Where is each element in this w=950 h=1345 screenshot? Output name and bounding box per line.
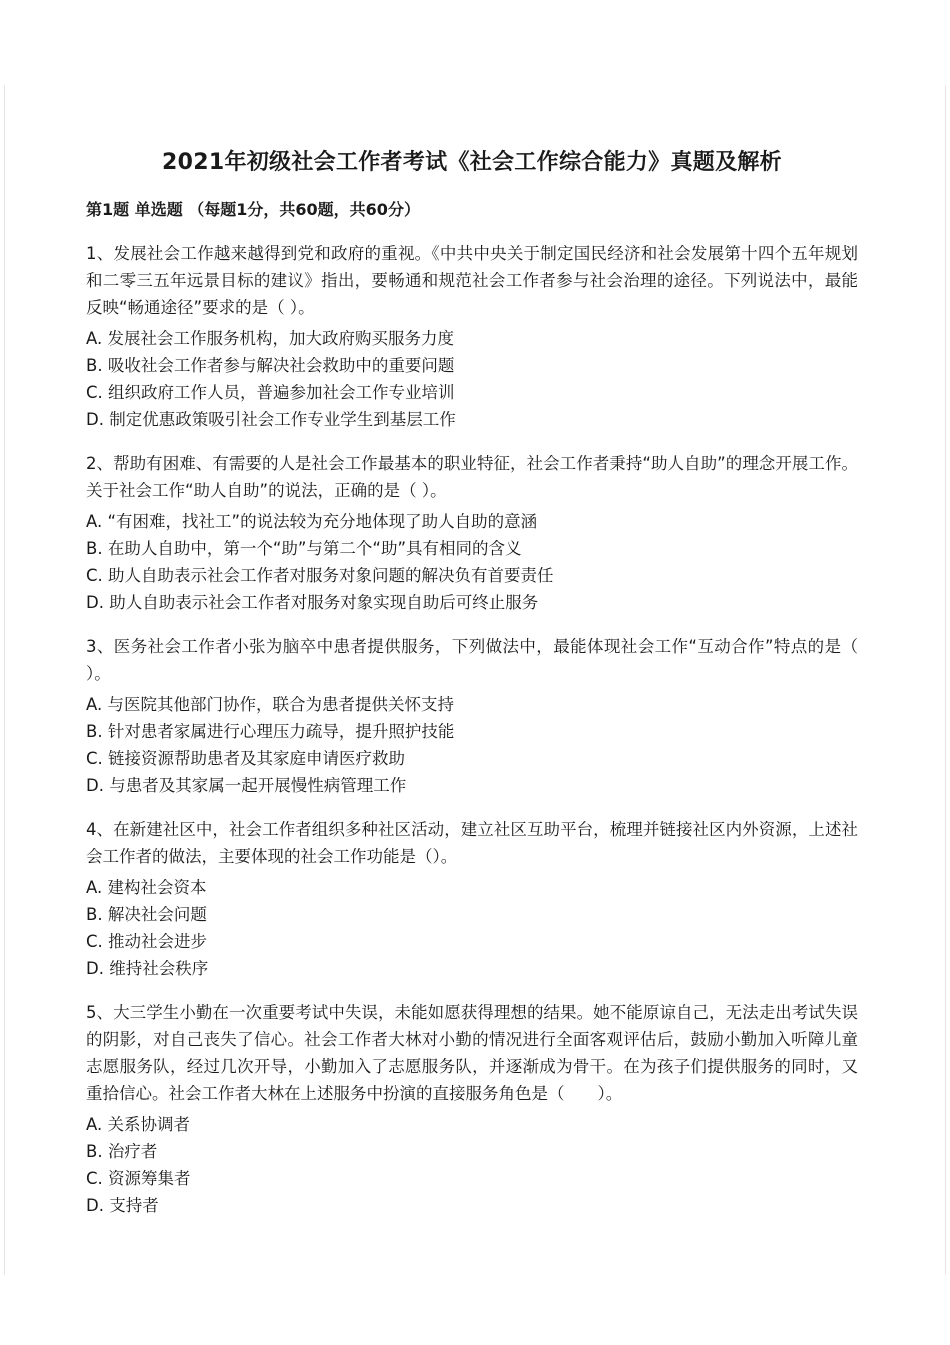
option-a [86,691,858,718]
option-letter: A. [86,695,103,714]
option-b [86,352,858,379]
option-text: 发展社会工作服务机构，加大政府购买服务力度 [107,329,454,348]
option-d [86,772,858,799]
option-d [86,1192,858,1219]
option-text: 与医院其他部门协作，联合为患者提供关怀支持 [107,695,454,714]
option-text: 针对患者家属进行心理压力疏导，提升照护技能 [107,722,455,741]
option-text: 解决社会问题 [107,905,207,924]
option-b [86,901,858,928]
question-stem: 1、发展社会工作越来越得到党和政府的重视。《中共中央关于制定国民经济和社会发展第十四个五年规划和二零三五年远景目标的建议》指出，要畅通和规范社会工作者参与社会治理的途径。下列说法中，最能反映“畅通途径”要求的是（ ）。 [86,244,858,317]
option-text: 助人自助表示社会工作者对服务对象问题的解决负有首要责任 [108,566,554,585]
option-list [86,325,858,433]
option-letter: A. [86,512,103,531]
option-letter: B. [86,905,103,924]
document-content [86,143,858,1219]
page-edge-right [945,85,946,1275]
option-c [86,1165,858,1192]
option-a [86,508,858,535]
option-letter: D. [86,593,104,612]
option-text: 吸收社会工作者参与解决社会救助中的重要问题 [107,356,455,375]
option-text: 制定优惠政策吸引社会工作专业学生到基层工作 [109,410,456,429]
option-b [86,718,858,745]
option-letter: B. [86,539,103,558]
option-letter: B. [86,356,103,375]
option-list [86,874,858,982]
option-a [86,1111,858,1138]
option-letter: D. [86,1196,104,1215]
option-c [86,562,858,589]
question-4 [86,816,858,982]
option-letter: A. [86,878,103,897]
option-text: 治疗者 [107,1142,158,1161]
option-d [86,406,858,433]
question-stem: 4、在新建社区中，社会工作者组织多种社区活动，建立社区互助平台，梳理并链接社区内外资源，上述社会工作者的做法，主要体现的社会工作功能是（）。 [86,820,858,866]
option-d [86,955,858,982]
option-list [86,691,858,799]
option-c [86,379,858,406]
option-letter: B. [86,722,103,741]
option-text: 与患者及其家属一起开展慢性病管理工作 [109,776,407,795]
option-text: 维持社会秩序 [109,959,209,978]
option-text: 在助人自助中，第一个“助”与第二个“助”具有相同的含义 [107,539,522,558]
option-d [86,589,858,616]
option-a [86,325,858,352]
option-letter: C. [86,1169,103,1188]
option-letter: A. [86,329,103,348]
page-edge-left [4,85,5,1275]
option-list [86,1111,858,1219]
document-title: 2021年初级社会工作者考试《社会工作综合能力》真题及解析 [162,150,782,175]
option-b [86,1138,858,1165]
option-letter: B. [86,1142,103,1161]
option-letter: C. [86,749,103,768]
option-list [86,508,858,616]
option-letter: D. [86,959,104,978]
option-a [86,874,858,901]
option-letter: C. [86,932,103,951]
question-3 [86,633,858,799]
option-letter: A. [86,1115,103,1134]
option-letter: D. [86,776,104,795]
question-stem: 5、大三学生小勤在一次重要考试中失误，未能如愿获得理想的结果。她不能原谅自己，无法走出考试失误的阴影，对自己丧失了信心。社会工作者大林对小勤的情况进行全面客观评估后，鼓励小勤加入听障儿童志愿服务队，经过几次开导，小勤加入了志愿服务队，并逐渐成为骨干。在为孩子们提供服务的同时，又重拾信心。社会工作者大林在上述服务中扮演的直接服务角色是（ ）。 [86,1003,858,1103]
option-letter: D. [86,410,104,429]
option-text: “有困难，找社工”的说法较为充分地体现了助人自助的意涵 [107,512,538,531]
question-1 [86,240,858,433]
option-text: 推动社会进步 [108,932,208,951]
option-letter: C. [86,566,103,585]
option-text: 助人自助表示社会工作者对服务对象实现自助后可终止服务 [109,593,539,612]
option-letter: C. [86,383,103,402]
option-text: 组织政府工作人员，普遍参加社会工作专业培训 [108,383,455,402]
question-stem: 2、帮助有困难、有需要的人是社会工作最基本的职业特征，社会工作者秉持“助人自助”的理念开展工作。关于社会工作“助人自助”的说法，正确的是（ ）。 [86,454,858,500]
section-heading: 第1题 单选题 （每题1分，共60题，共60分） [86,200,420,219]
option-text: 建构社会资本 [107,878,207,897]
option-text: 关系协调者 [107,1115,190,1134]
option-text: 资源筹集者 [108,1169,191,1188]
option-c [86,928,858,955]
option-text: 支持者 [109,1196,159,1215]
question-stem: 3、医务社会工作者小张为脑卒中患者提供服务，下列做法中，最能体现社会工作“互动合作”特点的是（ ）。 [86,637,858,683]
question-2 [86,450,858,616]
question-5 [86,999,858,1219]
option-b [86,535,858,562]
option-c [86,745,858,772]
option-text: 链接资源帮助患者及其家庭申请医疗救助 [108,749,406,768]
